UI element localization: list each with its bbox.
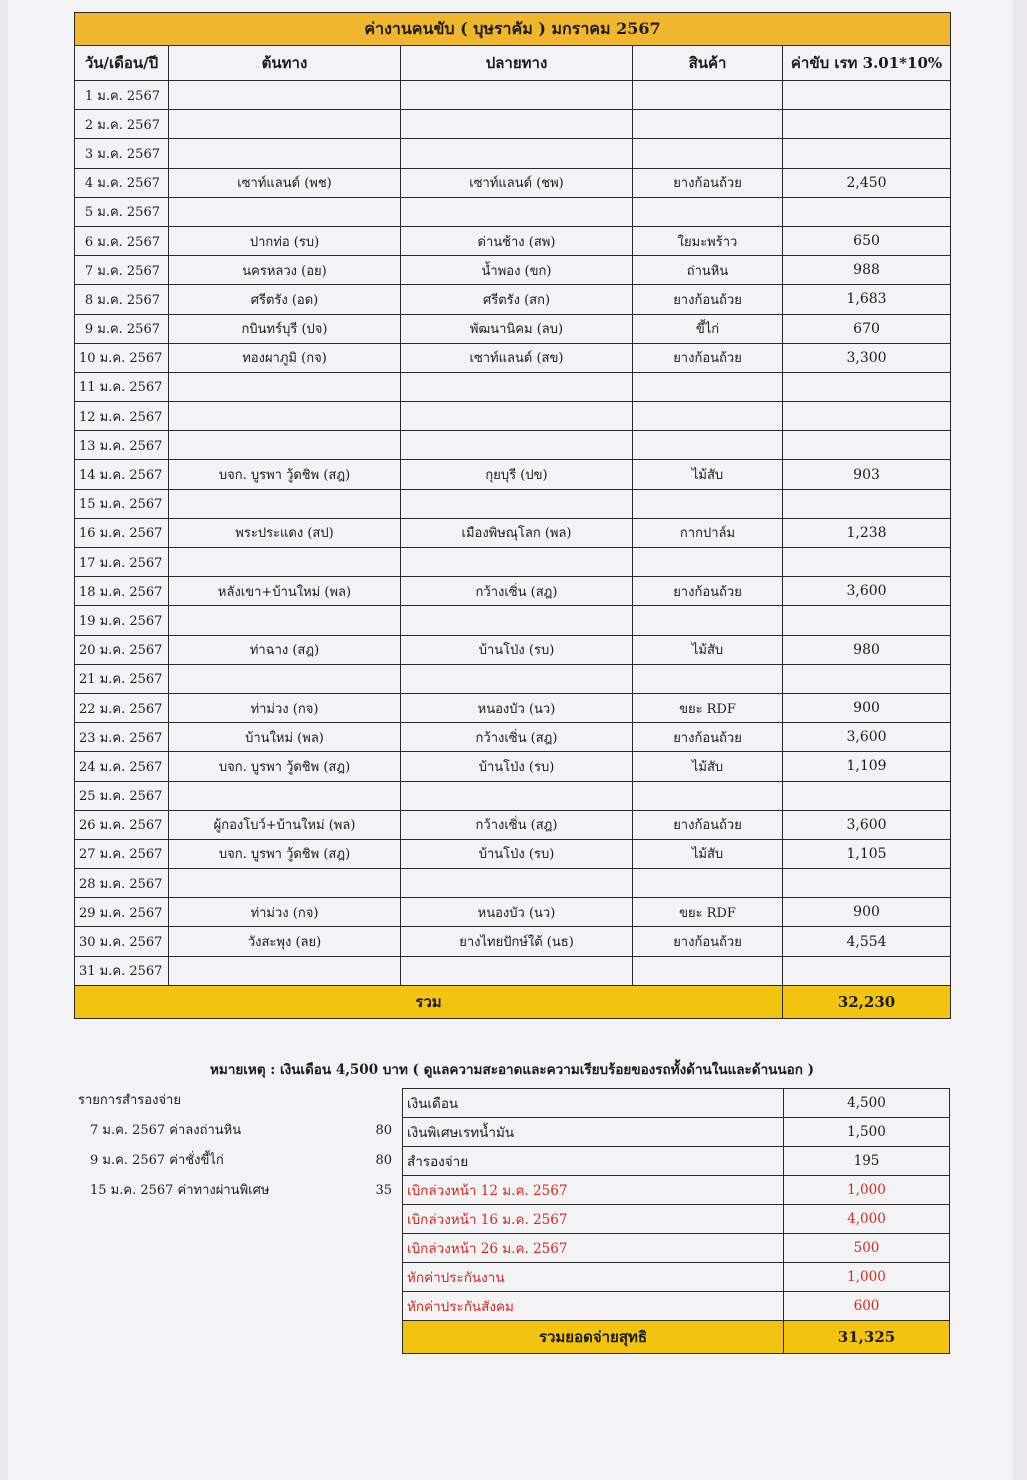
row-date: 25 ม.ค. 2567 bbox=[75, 781, 169, 810]
row-origin: ท่าม่วง (กจ) bbox=[169, 693, 401, 722]
table-row bbox=[75, 898, 951, 927]
row-origin bbox=[169, 110, 401, 139]
summary-value: 1,500 bbox=[784, 1118, 950, 1147]
row-goods: ไม้สับ bbox=[633, 460, 783, 489]
total-row bbox=[75, 985, 951, 1018]
total-label: รวม bbox=[75, 985, 783, 1018]
row-destination: ยางไทยปักษ์ใต้ (นธ) bbox=[401, 927, 633, 956]
summary-row bbox=[403, 1089, 950, 1118]
summary-row bbox=[403, 1263, 950, 1292]
row-goods: ไม้สับ bbox=[633, 752, 783, 781]
summary-row bbox=[403, 1118, 950, 1147]
row-destination bbox=[401, 606, 633, 635]
summary-value: 500 bbox=[784, 1234, 950, 1263]
row-origin: บจก. บูรพา วู้ดชิพ (สฎ) bbox=[169, 839, 401, 868]
row-origin bbox=[169, 869, 401, 898]
row-origin bbox=[169, 431, 401, 460]
row-date: 18 ม.ค. 2567 bbox=[75, 577, 169, 606]
summary-label: เบิกล่วงหน้า 16 ม.ค. 2567 bbox=[403, 1205, 784, 1234]
row-fee bbox=[783, 197, 951, 226]
table-row bbox=[75, 752, 951, 781]
row-destination bbox=[401, 489, 633, 518]
row-origin bbox=[169, 781, 401, 810]
table-row bbox=[75, 927, 951, 956]
row-goods bbox=[633, 139, 783, 168]
summary-value: 195 bbox=[784, 1147, 950, 1176]
summary-value: 4,000 bbox=[784, 1205, 950, 1234]
table-row bbox=[75, 839, 951, 868]
row-fee bbox=[783, 402, 951, 431]
row-origin: วังสะพุง (ลย) bbox=[169, 927, 401, 956]
summary-row bbox=[403, 1176, 950, 1205]
table-row bbox=[75, 168, 951, 197]
summary-row bbox=[403, 1292, 950, 1321]
row-date: 28 ม.ค. 2567 bbox=[75, 869, 169, 898]
row-destination: บ้านโป่ง (รบ) bbox=[401, 635, 633, 664]
table-row bbox=[75, 693, 951, 722]
row-fee: 2,450 bbox=[783, 168, 951, 197]
row-goods bbox=[633, 197, 783, 226]
row-fee: 980 bbox=[783, 635, 951, 664]
table-row bbox=[75, 314, 951, 343]
reserve-title: รายการสำรองจ่าย bbox=[78, 1093, 181, 1108]
table-row bbox=[75, 460, 951, 489]
summary-label: เงินพิเศษเรทน้ำมัน bbox=[403, 1118, 784, 1147]
row-goods bbox=[633, 869, 783, 898]
row-fee bbox=[783, 606, 951, 635]
row-goods bbox=[633, 606, 783, 635]
table-row bbox=[75, 256, 951, 285]
table-row bbox=[75, 606, 951, 635]
row-goods: ยางก้อนถ้วย bbox=[633, 927, 783, 956]
row-goods: ไม้สับ bbox=[633, 635, 783, 664]
table-row bbox=[75, 226, 951, 255]
row-date: 5 ม.ค. 2567 bbox=[75, 197, 169, 226]
row-origin: กบินทร์บุรี (ปจ) bbox=[169, 314, 401, 343]
row-origin: บจก. บูรพา วู้ดชิพ (สฎ) bbox=[169, 752, 401, 781]
summary-value: 1,000 bbox=[784, 1176, 950, 1205]
row-fee: 3,300 bbox=[783, 343, 951, 372]
row-destination bbox=[401, 548, 633, 577]
reserve-item-text: 7 ม.ค. 2567 ค่าลงถ่านหิน bbox=[90, 1123, 242, 1138]
net-pay-label: รวมยอดจ่ายสุทธิ bbox=[403, 1321, 784, 1354]
row-destination: กว้างเซิ่น (สฎ) bbox=[401, 577, 633, 606]
table-row bbox=[75, 431, 951, 460]
row-fee: 1,238 bbox=[783, 518, 951, 547]
row-destination: กว้างเซิ่น (สฎ) bbox=[401, 723, 633, 752]
row-origin bbox=[169, 548, 401, 577]
row-date: 11 ม.ค. 2567 bbox=[75, 372, 169, 401]
row-goods: ยางก้อนถ้วย bbox=[633, 343, 783, 372]
row-fee bbox=[783, 372, 951, 401]
table-row bbox=[75, 810, 951, 839]
row-destination bbox=[401, 869, 633, 898]
row-fee bbox=[783, 110, 951, 139]
row-origin bbox=[169, 139, 401, 168]
row-fee: 3,600 bbox=[783, 810, 951, 839]
document-page bbox=[8, 0, 1013, 1480]
row-origin: ศรีตรัง (อด) bbox=[169, 285, 401, 314]
row-date: 2 ม.ค. 2567 bbox=[75, 110, 169, 139]
row-date: 10 ม.ค. 2567 bbox=[75, 343, 169, 372]
row-fee bbox=[783, 431, 951, 460]
row-destination: บ้านโป่ง (รบ) bbox=[401, 839, 633, 868]
row-date: 27 ม.ค. 2567 bbox=[75, 839, 169, 868]
summary-label: หักค่าประกันงาน bbox=[403, 1263, 784, 1292]
row-date: 7 ม.ค. 2567 bbox=[75, 256, 169, 285]
row-destination bbox=[401, 402, 633, 431]
row-fee: 3,600 bbox=[783, 723, 951, 752]
table-row bbox=[75, 81, 951, 110]
summary-label: สำรองจ่าย bbox=[403, 1147, 784, 1176]
row-fee: 3,600 bbox=[783, 577, 951, 606]
row-destination: ศรีตรัง (สก) bbox=[401, 285, 633, 314]
reserve-list bbox=[78, 1090, 398, 1210]
row-destination: เซาท์แลนด์ (สข) bbox=[401, 343, 633, 372]
table-row bbox=[75, 723, 951, 752]
row-date: 6 ม.ค. 2567 bbox=[75, 226, 169, 255]
row-fee bbox=[783, 664, 951, 693]
row-date: 8 ม.ค. 2567 bbox=[75, 285, 169, 314]
row-goods bbox=[633, 110, 783, 139]
row-date: 12 ม.ค. 2567 bbox=[75, 402, 169, 431]
row-origin bbox=[169, 489, 401, 518]
row-origin bbox=[169, 956, 401, 985]
reserve-item-value: 80 bbox=[375, 1123, 392, 1138]
row-date: 26 ม.ค. 2567 bbox=[75, 810, 169, 839]
row-origin: บจก. บูรพา วู้ดชิพ (สฎ) bbox=[169, 460, 401, 489]
table-row bbox=[75, 781, 951, 810]
row-date: 15 ม.ค. 2567 bbox=[75, 489, 169, 518]
reserve-item-text: 15 ม.ค. 2567 ค่าทางผ่านพิเศษ bbox=[90, 1183, 270, 1198]
row-destination: กุยบุรี (ปข) bbox=[401, 460, 633, 489]
row-goods: ใยมะพร้าว bbox=[633, 226, 783, 255]
table-row bbox=[75, 664, 951, 693]
row-fee: 1,105 bbox=[783, 839, 951, 868]
row-fee: 900 bbox=[783, 898, 951, 927]
row-fee: 1,109 bbox=[783, 752, 951, 781]
reserve-item bbox=[78, 1150, 398, 1180]
row-destination: เมืองพิษณุโลก (พล) bbox=[401, 518, 633, 547]
row-date: 17 ม.ค. 2567 bbox=[75, 548, 169, 577]
row-date: 29 ม.ค. 2567 bbox=[75, 898, 169, 927]
col-header-origin: ต้นทาง bbox=[169, 46, 401, 81]
row-origin bbox=[169, 606, 401, 635]
row-fee bbox=[783, 956, 951, 985]
payment-summary-table bbox=[402, 1088, 950, 1354]
row-goods bbox=[633, 431, 783, 460]
row-origin bbox=[169, 81, 401, 110]
row-origin: หลังเขา+บ้านใหม่ (พล) bbox=[169, 577, 401, 606]
row-fee bbox=[783, 489, 951, 518]
table-row bbox=[75, 197, 951, 226]
row-fee bbox=[783, 548, 951, 577]
summary-label: เบิกล่วงหน้า 12 ม.ค. 2567 bbox=[403, 1176, 784, 1205]
row-goods: ยางก้อนถ้วย bbox=[633, 577, 783, 606]
row-date: 31 ม.ค. 2567 bbox=[75, 956, 169, 985]
col-header-date: วัน/เดือน/ปี bbox=[75, 46, 169, 81]
table-row bbox=[75, 635, 951, 664]
summary-label: หักค่าประกันสังคม bbox=[403, 1292, 784, 1321]
summary-label: เบิกล่วงหน้า 26 ม.ค. 2567 bbox=[403, 1234, 784, 1263]
table-row bbox=[75, 372, 951, 401]
table-row bbox=[75, 343, 951, 372]
row-origin: นครหลวง (อย) bbox=[169, 256, 401, 285]
row-fee bbox=[783, 781, 951, 810]
row-origin bbox=[169, 402, 401, 431]
row-destination: กว้างเซิ่น (สฎ) bbox=[401, 810, 633, 839]
row-goods: ยางก้อนถ้วย bbox=[633, 285, 783, 314]
row-date: 4 ม.ค. 2567 bbox=[75, 168, 169, 197]
row-destination: พัฒนานิคม (ลบ) bbox=[401, 314, 633, 343]
row-goods: ยางก้อนถ้วย bbox=[633, 810, 783, 839]
row-fee: 4,554 bbox=[783, 927, 951, 956]
remark-note: หมายเหตุ : เงินเดือน 4,500 บาท ( ดูแลความสะอาดและความเรียบร้อยของรถทั้งด้านในและด้านนอก ) bbox=[210, 1062, 814, 1078]
row-origin: ท่าฉาง (สฎ) bbox=[169, 635, 401, 664]
row-goods: ขี้ไก่ bbox=[633, 314, 783, 343]
row-date: 14 ม.ค. 2567 bbox=[75, 460, 169, 489]
row-origin bbox=[169, 197, 401, 226]
row-origin: พระประแดง (สป) bbox=[169, 518, 401, 547]
table-row bbox=[75, 869, 951, 898]
row-date: 30 ม.ค. 2567 bbox=[75, 927, 169, 956]
total-value: 32,230 bbox=[783, 985, 951, 1018]
row-origin: เซาท์แลนด์ (พช) bbox=[169, 168, 401, 197]
row-goods bbox=[633, 781, 783, 810]
row-fee: 988 bbox=[783, 256, 951, 285]
net-pay-value: 31,325 bbox=[784, 1321, 950, 1354]
row-goods: ถ่านหิน bbox=[633, 256, 783, 285]
row-fee bbox=[783, 869, 951, 898]
row-origin bbox=[169, 664, 401, 693]
table-body bbox=[75, 81, 951, 986]
row-goods: กากปาล์ม bbox=[633, 518, 783, 547]
summary-row bbox=[403, 1205, 950, 1234]
table-row bbox=[75, 489, 951, 518]
summary-value: 4,500 bbox=[784, 1089, 950, 1118]
col-header-destination: ปลายทาง bbox=[401, 46, 633, 81]
row-goods bbox=[633, 489, 783, 518]
row-goods: ไม้สับ bbox=[633, 839, 783, 868]
row-fee: 670 bbox=[783, 314, 951, 343]
row-origin: ท่าม่วง (กจ) bbox=[169, 898, 401, 927]
summary-value: 600 bbox=[784, 1292, 950, 1321]
row-fee: 650 bbox=[783, 226, 951, 255]
row-goods bbox=[633, 956, 783, 985]
row-goods: ยางก้อนถ้วย bbox=[633, 168, 783, 197]
net-pay-row bbox=[403, 1321, 950, 1354]
summary-value: 1,000 bbox=[784, 1263, 950, 1292]
row-goods bbox=[633, 548, 783, 577]
table-row bbox=[75, 285, 951, 314]
row-date: 1 ม.ค. 2567 bbox=[75, 81, 169, 110]
row-fee bbox=[783, 139, 951, 168]
row-fee: 900 bbox=[783, 693, 951, 722]
row-origin bbox=[169, 372, 401, 401]
row-fee: 903 bbox=[783, 460, 951, 489]
row-goods: ยางก้อนถ้วย bbox=[633, 723, 783, 752]
row-origin: บ้านใหม่ (พล) bbox=[169, 723, 401, 752]
reserve-item bbox=[78, 1120, 398, 1150]
row-destination: หนองบัว (นว) bbox=[401, 898, 633, 927]
row-date: 22 ม.ค. 2567 bbox=[75, 693, 169, 722]
document-title: ค่างานคนขับ ( บุษราคัม ) มกราคม 2567 bbox=[75, 13, 951, 46]
row-date: 24 ม.ค. 2567 bbox=[75, 752, 169, 781]
row-goods: ขยะ RDF bbox=[633, 693, 783, 722]
row-destination bbox=[401, 956, 633, 985]
col-header-goods: สินค้า bbox=[633, 46, 783, 81]
reserve-item-value: 35 bbox=[375, 1183, 392, 1198]
row-destination bbox=[401, 781, 633, 810]
row-origin: ปากท่อ (รบ) bbox=[169, 226, 401, 255]
summary-row bbox=[403, 1147, 950, 1176]
row-goods bbox=[633, 372, 783, 401]
row-destination: หนองบัว (นว) bbox=[401, 693, 633, 722]
row-destination bbox=[401, 197, 633, 226]
row-destination bbox=[401, 431, 633, 460]
row-origin: ผู้กองโบว์+บ้านใหม่ (พล) bbox=[169, 810, 401, 839]
row-date: 16 ม.ค. 2567 bbox=[75, 518, 169, 547]
row-destination: น้ำพอง (ขก) bbox=[401, 256, 633, 285]
row-destination bbox=[401, 110, 633, 139]
table-row bbox=[75, 518, 951, 547]
table-row bbox=[75, 956, 951, 985]
row-destination: บ้านโป่ง (รบ) bbox=[401, 752, 633, 781]
summary-label: เงินเดือน bbox=[403, 1089, 784, 1118]
row-date: 20 ม.ค. 2567 bbox=[75, 635, 169, 664]
row-goods bbox=[633, 664, 783, 693]
row-date: 9 ม.ค. 2567 bbox=[75, 314, 169, 343]
col-header-fee: ค่าขับ เรท 3.01*10% bbox=[783, 46, 951, 81]
summary-row bbox=[403, 1234, 950, 1263]
row-date: 3 ม.ค. 2567 bbox=[75, 139, 169, 168]
row-date: 13 ม.ค. 2567 bbox=[75, 431, 169, 460]
row-destination: ด่านช้าง (สพ) bbox=[401, 226, 633, 255]
row-destination bbox=[401, 81, 633, 110]
row-date: 21 ม.ค. 2567 bbox=[75, 664, 169, 693]
reserve-item bbox=[78, 1180, 398, 1210]
table-row bbox=[75, 577, 951, 606]
row-destination: เซาท์แลนด์ (ชพ) bbox=[401, 168, 633, 197]
row-destination bbox=[401, 139, 633, 168]
reserve-item-text: 9 ม.ค. 2567 ค่าชั่งขี้ไก่ bbox=[90, 1153, 224, 1168]
driver-wage-table bbox=[74, 12, 951, 1019]
table-row bbox=[75, 402, 951, 431]
row-fee bbox=[783, 81, 951, 110]
row-goods bbox=[633, 402, 783, 431]
table-row bbox=[75, 548, 951, 577]
row-date: 23 ม.ค. 2567 bbox=[75, 723, 169, 752]
reserve-item-value: 80 bbox=[375, 1153, 392, 1168]
table-row bbox=[75, 139, 951, 168]
row-goods bbox=[633, 81, 783, 110]
row-destination bbox=[401, 664, 633, 693]
row-fee: 1,683 bbox=[783, 285, 951, 314]
row-date: 19 ม.ค. 2567 bbox=[75, 606, 169, 635]
row-destination bbox=[401, 372, 633, 401]
table-row bbox=[75, 110, 951, 139]
row-goods: ขยะ RDF bbox=[633, 898, 783, 927]
row-origin: ทองผาภูมิ (กจ) bbox=[169, 343, 401, 372]
